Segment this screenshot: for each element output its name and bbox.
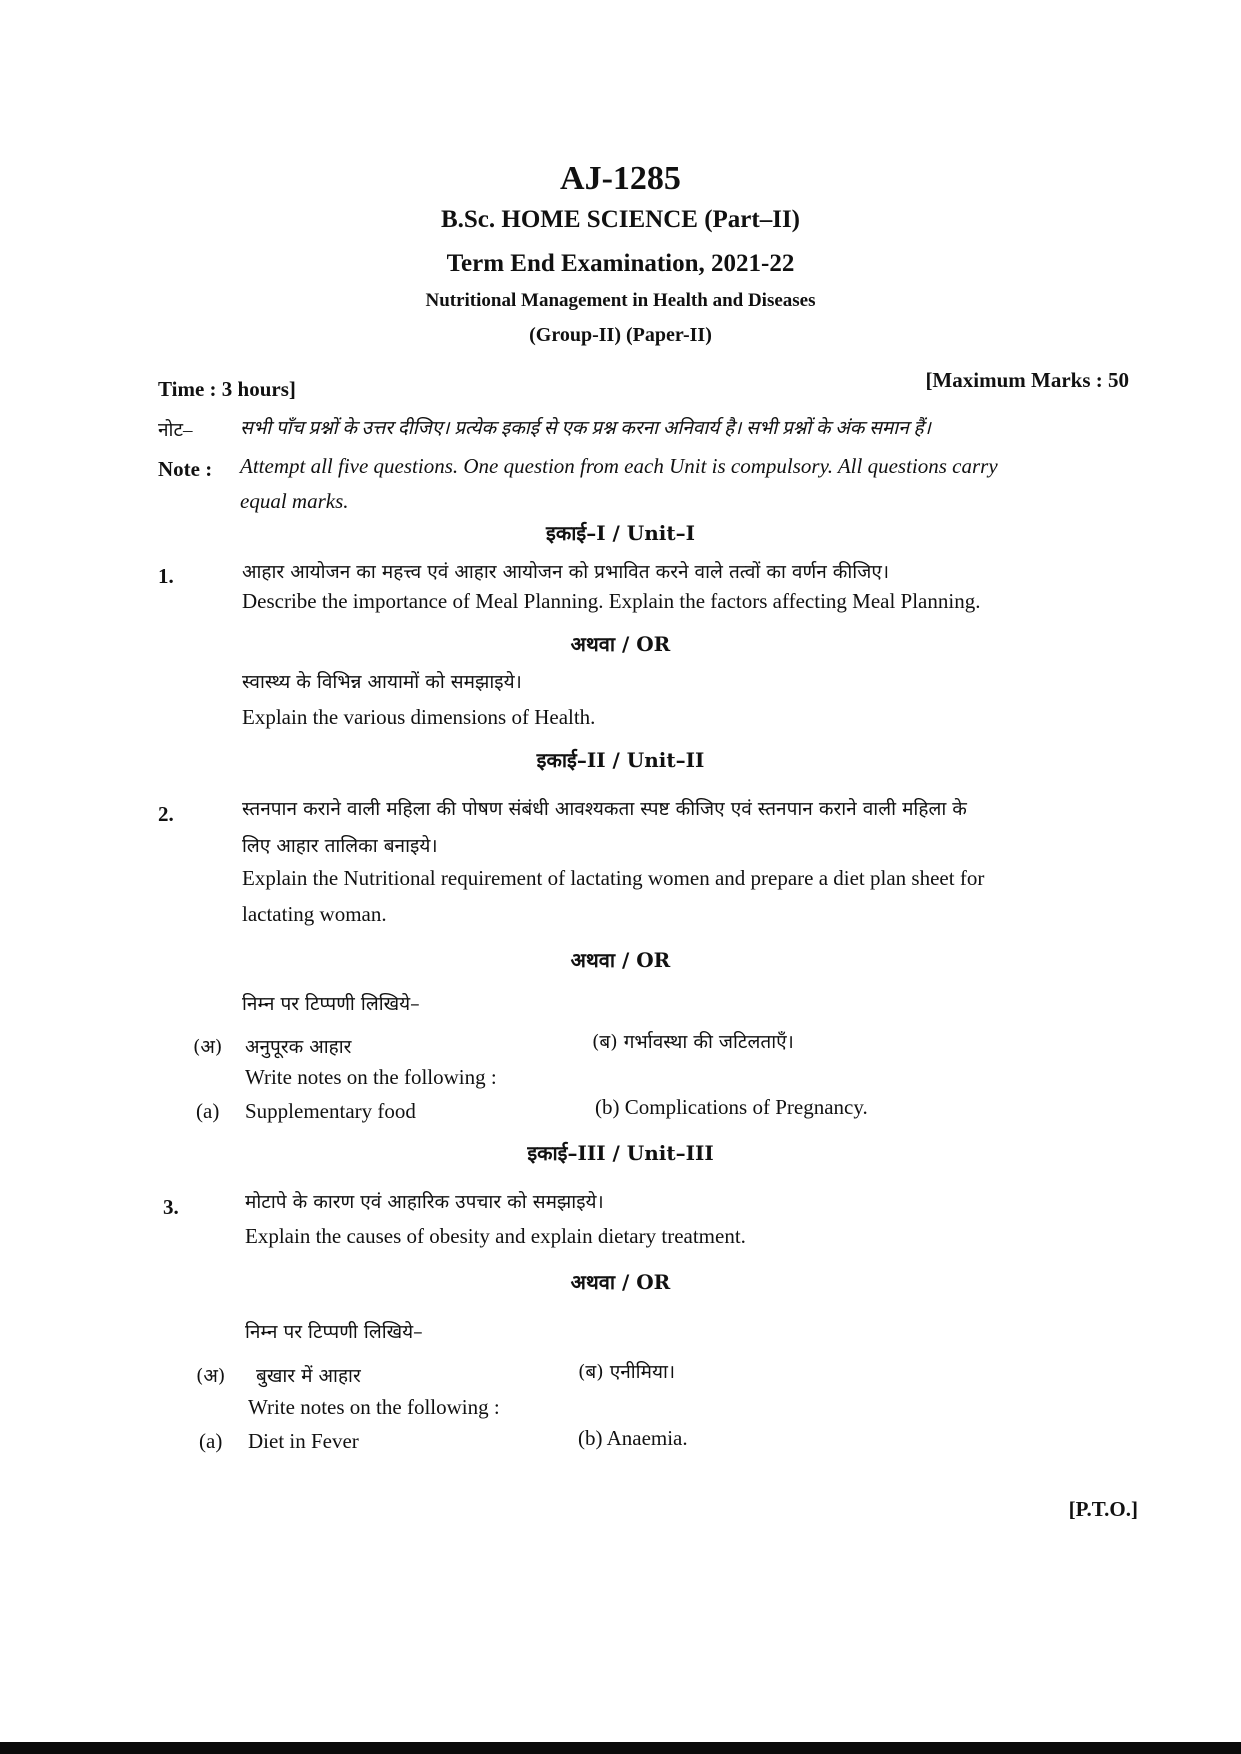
time-allowed: Time : 3 hours]: [158, 377, 296, 401]
question-2-option-a-hindi: अनुपूरक आहार: [245, 1036, 352, 1058]
please-turn-over: [P.T.O.]: [1068, 1497, 1138, 1521]
unit-3-heading: इकाई–III / Unit–III: [527, 1141, 714, 1165]
subject-title: Nutritional Management in Health and Diseases: [425, 290, 816, 311]
paper-code: AJ-1285: [560, 160, 681, 197]
question-3-option-a-label: (a): [199, 1429, 223, 1453]
unit-2-heading: इकाई–II / Unit–II: [536, 748, 705, 772]
question-2-hindi-line2: लिए आहार तालिका बनाइये।: [242, 835, 438, 857]
question-2-option-b: (b) Complications of Pregnancy.: [595, 1095, 868, 1119]
unit-3-or: अथवा / OR: [570, 1270, 671, 1294]
question-2-alt-english: Write notes on the following :: [245, 1065, 497, 1089]
exam-title: Term End Examination, 2021-22: [446, 250, 795, 277]
unit-1-heading: इकाई–I / Unit–I: [546, 521, 695, 545]
question-3-option-a: Diet in Fever: [248, 1429, 359, 1453]
note-label: Note :: [158, 457, 213, 481]
question-1-number: 1.: [158, 564, 174, 588]
question-3-english: Explain the causes of obesity and explain dietary treatment.: [245, 1224, 746, 1248]
note-text-line1: Attempt all five questions. One question from each Unit is compulsory. All questions carry: [240, 454, 998, 478]
group-paper: (Group-II) (Paper-II): [529, 324, 712, 346]
question-1-hindi: आहार आयोजन का महत्त्व एवं आहार आयोजन को प्रभावित करने वाले तत्वों का वर्णन कीजिए।: [242, 561, 890, 583]
question-3-hindi: मोटापे के कारण एवं आहारिक उपचार को समझाइये।: [245, 1191, 604, 1213]
question-3-number: 3.: [163, 1195, 179, 1219]
question-3-option-a-hindi-label: (अ): [196, 1365, 226, 1387]
question-2-english-line1: Explain the Nutritional requirement of lactating women and prepare a diet plan sheet for: [242, 866, 985, 890]
question-3-alt-hindi: निम्न पर टिप्पणी लिखिये–: [245, 1321, 423, 1343]
question-3-option-a-hindi: बुखार में आहार: [256, 1365, 361, 1387]
question-1-english: Describe the importance of Meal Planning. Explain the factors affecting Meal Planning.: [242, 589, 981, 613]
question-2-number: 2.: [158, 802, 174, 826]
question-1-alt-hindi: स्वास्थ्य के विभिन्न आयामों को समझाइये।: [242, 671, 522, 693]
question-2-hindi-line1: स्तनपान कराने वाली महिला की पोषण संबंधी आवश्यकता स्पष्ट कीजिए एवं स्तनपान कराने वाली महिला के: [242, 798, 967, 820]
question-1-alt-english: Explain the various dimensions of Health.: [242, 705, 596, 729]
note-text-line2: equal marks.: [240, 489, 349, 513]
question-3-option-b-hindi: (ब) एनीमिया।: [578, 1361, 676, 1383]
question-2-alt-hindi: निम्न पर टिप्पणी लिखिये–: [242, 993, 420, 1015]
note-label-hindi: नोट–: [158, 420, 193, 441]
question-3-alt-english: Write notes on the following :: [248, 1395, 500, 1419]
question-2-option-a-label: (a): [196, 1099, 220, 1123]
question-2-option-a-hindi-label: (अ): [193, 1036, 223, 1058]
maximum-marks: [Maximum Marks : 50: [925, 368, 1129, 392]
course-title: B.Sc. HOME SCIENCE (Part–II): [440, 206, 801, 233]
question-3-option-b: (b) Anaemia.: [578, 1426, 688, 1450]
unit-2-or: अथवा / OR: [570, 948, 671, 972]
unit-1-or: अथवा / OR: [570, 632, 671, 656]
question-2-option-b-hindi: (ब) गर्भावस्था की जटिलताएँ।: [592, 1031, 794, 1053]
question-2-option-a: Supplementary food: [245, 1099, 416, 1123]
scan-border-bottom: [0, 1742, 1241, 1754]
question-2-english-line2: lactating woman.: [242, 902, 387, 926]
note-text-hindi: सभी पाँच प्रश्नों के उत्तर दीजिए। प्रत्येक इकाई से एक प्रश्न करना अनिवार्य है। सभी प्रश्नों के अंक समान हैं।: [240, 418, 931, 439]
